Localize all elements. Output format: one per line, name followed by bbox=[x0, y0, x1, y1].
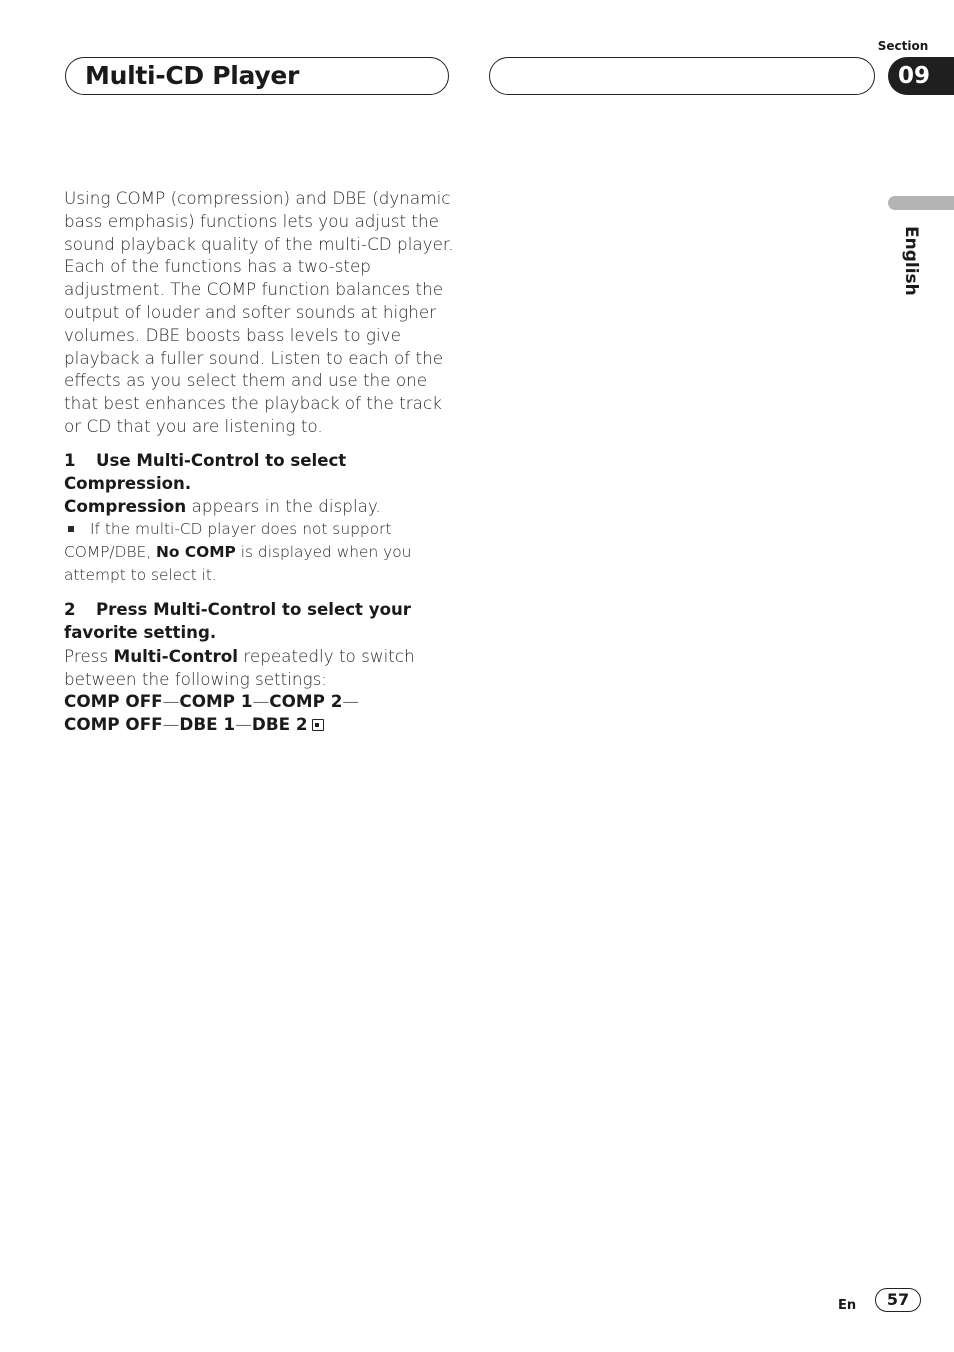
section-number: 09 bbox=[897, 63, 930, 89]
language-tab-bar bbox=[888, 196, 954, 210]
step-2-number: 2 bbox=[64, 600, 76, 620]
sequence-dash: — bbox=[162, 691, 180, 712]
main-content bbox=[64, 187, 456, 736]
setting-dbe-1: DBE 1 bbox=[179, 714, 236, 735]
step-1-result-bold: Compression bbox=[64, 496, 187, 517]
setting-dbe-2: DBE 2 bbox=[251, 714, 308, 735]
header-empty-banner bbox=[489, 57, 875, 95]
page-title: Multi-CD Player bbox=[85, 61, 300, 90]
step-2-body-bold: Multi-Control bbox=[113, 645, 239, 666]
sequence-dash: — bbox=[342, 691, 360, 712]
note-bullet-icon bbox=[68, 526, 74, 532]
footer-language-code: En bbox=[838, 1298, 857, 1313]
setting-comp-2: COMP 2 bbox=[269, 691, 343, 712]
setting-comp-off: COMP OFF bbox=[64, 691, 163, 712]
step-1-note-start: If the multi-CD player does not support COMP/DBE, bbox=[64, 520, 392, 562]
step-1-result-text: appears in the display. bbox=[186, 496, 381, 517]
step-1-heading bbox=[64, 450, 456, 496]
setting-comp-off-2: COMP OFF bbox=[64, 714, 163, 735]
setting-comp-1: COMP 1 bbox=[179, 691, 253, 712]
step-1-note-bold: No COMP bbox=[156, 543, 236, 562]
section-label: Section bbox=[877, 39, 929, 53]
step-1-number: 1 bbox=[64, 450, 76, 470]
step-2-body-start: Press bbox=[64, 645, 114, 666]
sequence-dash: — bbox=[235, 714, 252, 735]
page-number: 57 bbox=[875, 1288, 921, 1312]
language-label: English bbox=[901, 226, 921, 296]
settings-sequence bbox=[64, 690, 456, 736]
step-2-body bbox=[64, 645, 456, 691]
page-title-banner bbox=[65, 57, 449, 95]
step-2-heading-text: Press Multi-Control to select your favorite setting. bbox=[64, 600, 411, 642]
step-2-heading bbox=[64, 599, 456, 645]
step-1-note bbox=[64, 518, 456, 587]
spacer bbox=[64, 587, 456, 599]
section-tab bbox=[888, 57, 954, 95]
step-1-result bbox=[64, 495, 456, 518]
sequence-dash: — bbox=[162, 714, 180, 735]
step-1-heading-text: Use Multi-Control to select Compression. bbox=[64, 450, 347, 493]
step-2-body-end: repeatedly to switch between the following settings: bbox=[64, 645, 415, 689]
sequence-dash: — bbox=[252, 691, 270, 712]
intro-paragraph: Using COMP (compression) and DBE (dynamic bass emphasis) functions lets you adjust the sound playback quality of the multi-CD player. Each of the functions has a two-step adjustment. The COMP function balances the output of louder and softer sounds at higher volumes. DBE boosts bass levels to give playback a fuller sound. Listen to each of the effects as you select them and use the one that best enhances the playback of the track or CD that you are listening to. bbox=[64, 188, 454, 436]
end-mark-icon bbox=[312, 719, 324, 731]
step-1-note-end: is displayed when you attempt to select it. bbox=[64, 543, 412, 585]
